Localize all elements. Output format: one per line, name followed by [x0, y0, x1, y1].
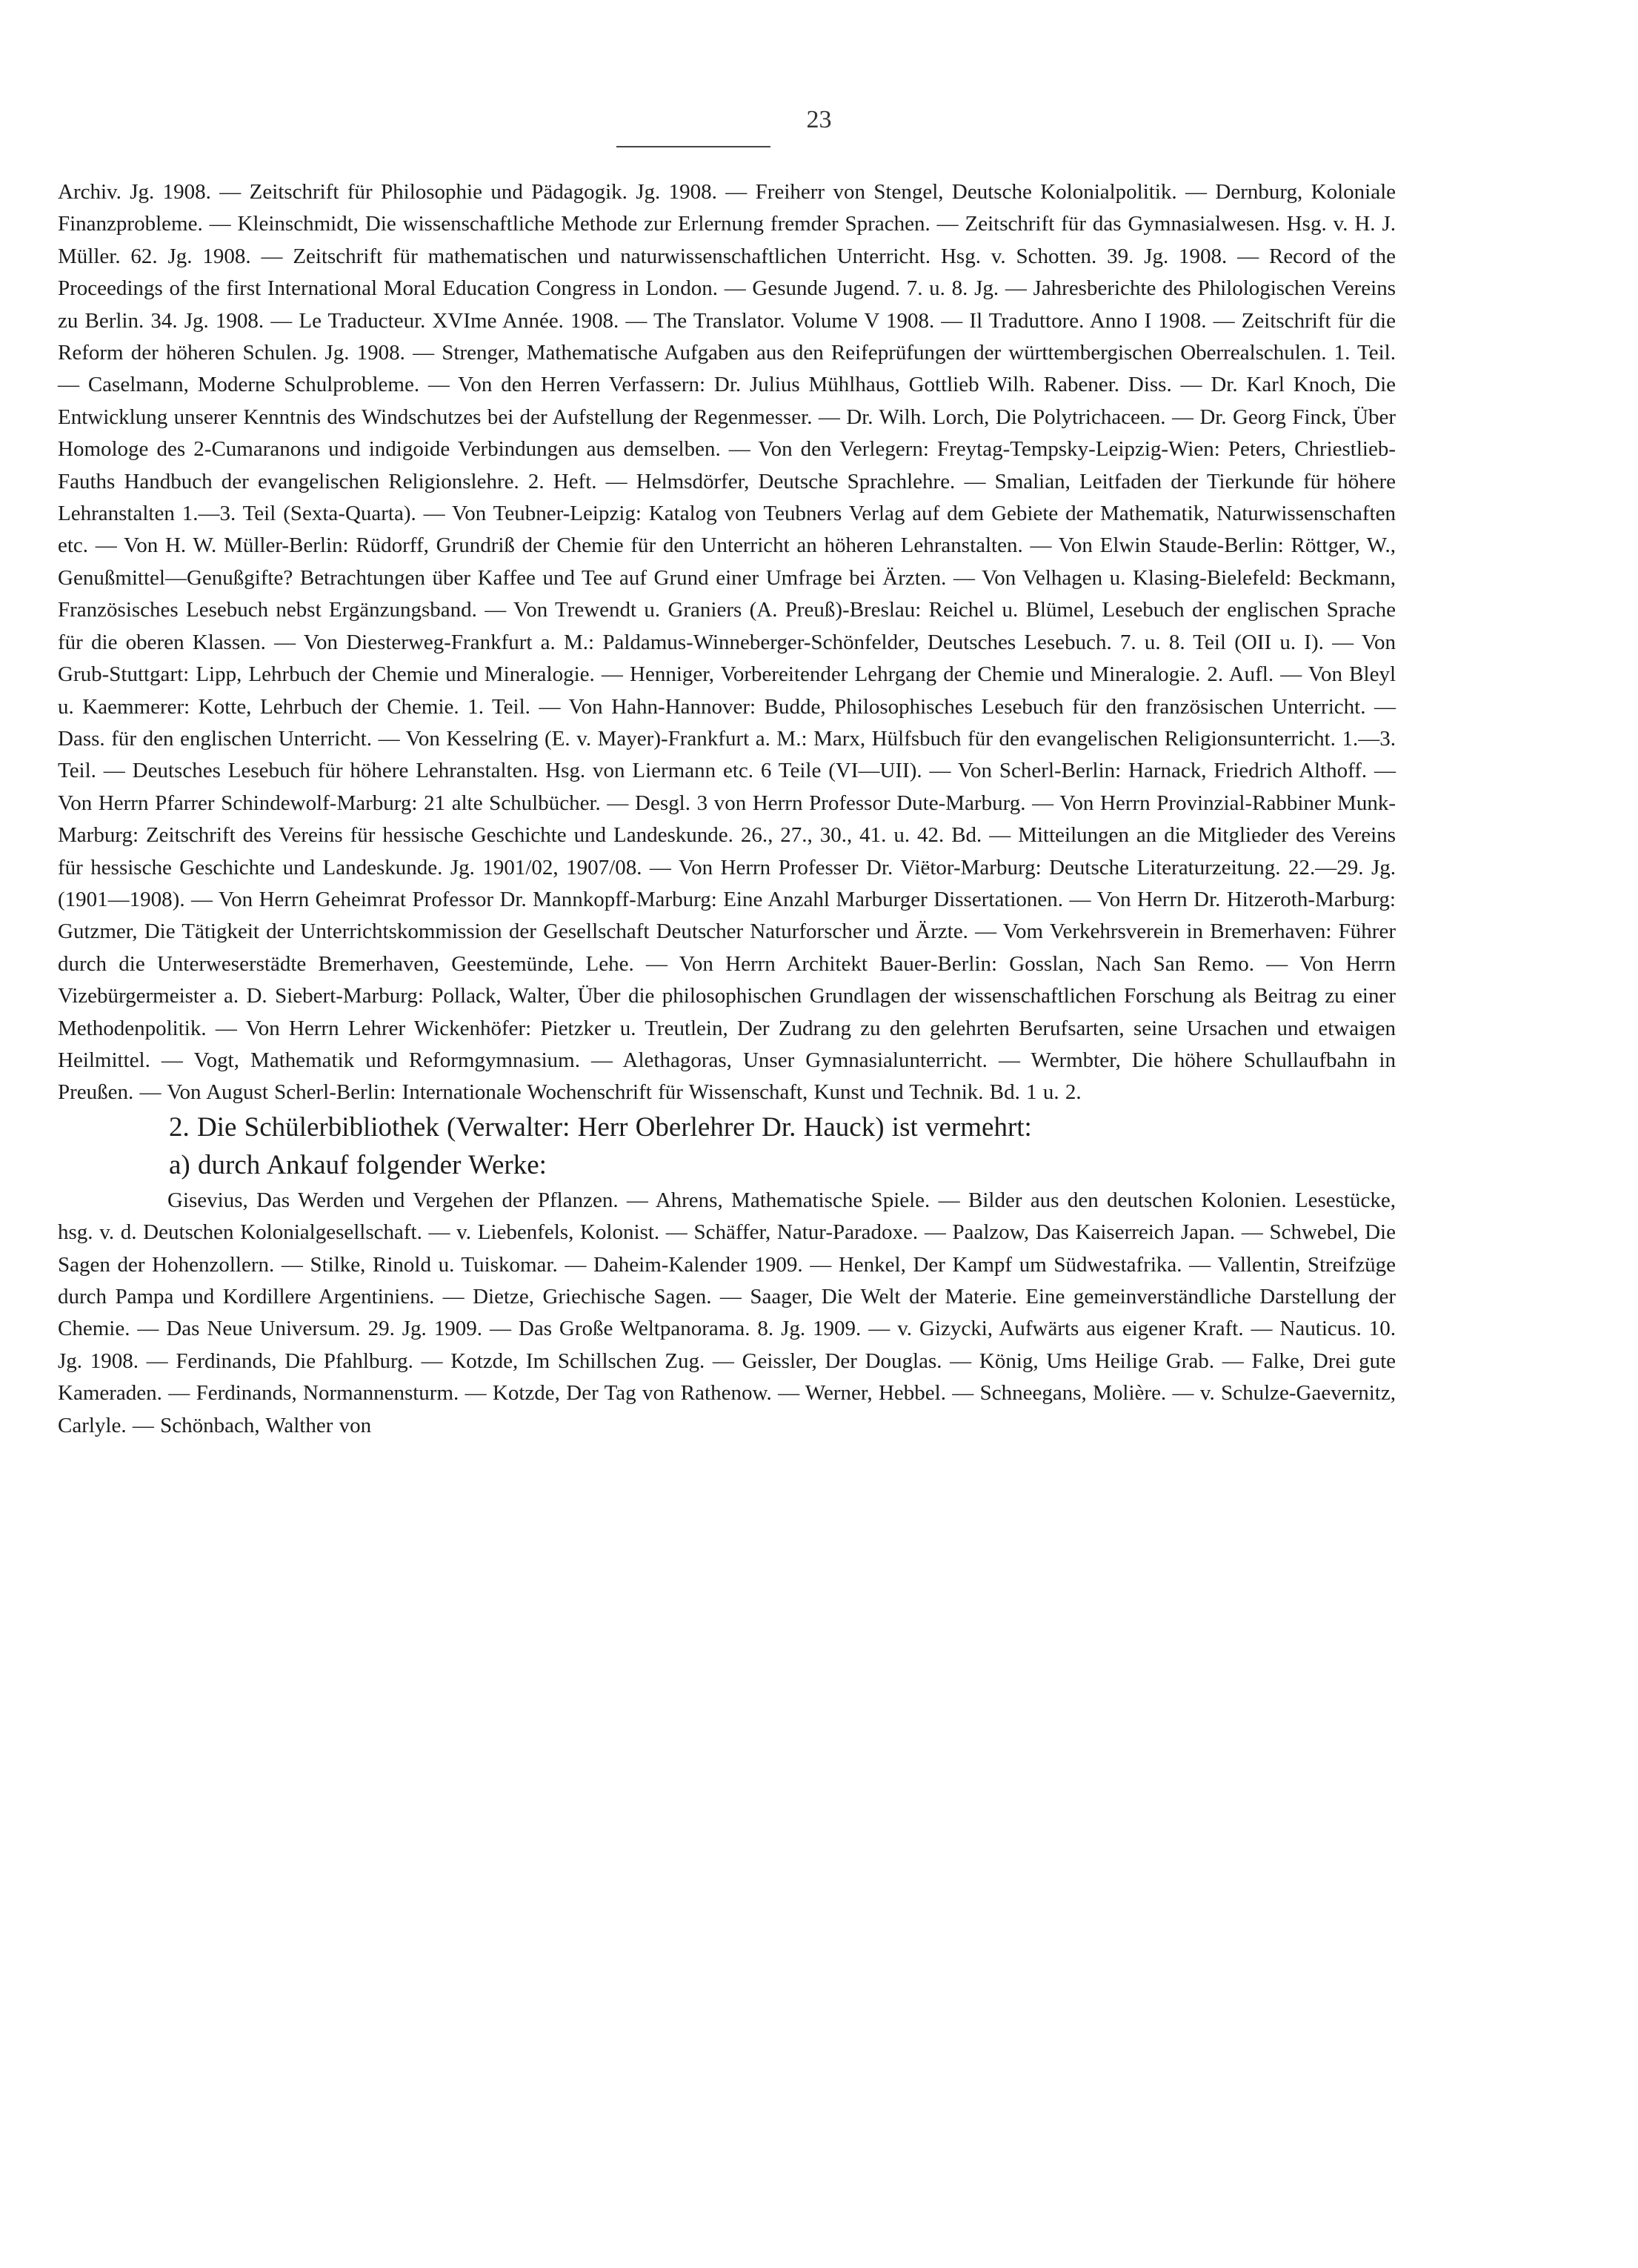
- sub-heading-ankauf: a) durch Ankauf folgender Werke:: [169, 1149, 547, 1180]
- section-heading-schuelerbibliothek: 2. Die Schülerbibliothek (Verwalter: Herr Oberlehrer Dr. Hauck) ist vermehrt:: [169, 1111, 1032, 1143]
- document-body: [58, 176, 1396, 1442]
- header-rule: [616, 146, 770, 147]
- page-number: 23: [806, 106, 832, 133]
- paragraph-purchased-works: Gisevius, Das Werden und Vergehen der Pflanzen. — Ahrens, Mathematische Spiele. — Bilder aus den deutschen Kolonien. Lesestücke, hsg. v. d. Deutschen Kolonialgesellschaft. — v. Liebenfels, Kolonist. — Schäffer, Natur-Paradoxe. — Paalzow, Das Kaiserreich Japan. — Schwebel, Die Sagen der Hohenzollern. — Stilke, Rinold u. Tuiskomar. — Daheim-Kalender 1909. — Henkel, Der Kampf um Südwestafrika. — Vallentin, Streifzüge durch Pampa und Kordillere Argentiniens. — Dietze, Griechische Sagen. — Saager, Die Welt der Materie. Eine gemeinverständliche Darstellung der Chemie. — Das Neue Universum. 29. Jg. 1909. — Das Große Weltpanorama. 8. Jg. 1909. — v. Gizycki, Aufwärts aus eigener Kraft. — Nauticus. 10. Jg. 1908. — Ferdinands, Die Pfahlburg. — Kotzde, Im Schillschen Zug. — Geissler, Der Douglas. — König, Ums Heilige Grab. — Falke, Drei gute Kameraden. — Ferdinands, Normannensturm. — Kotzde, Der Tag von Rathenow. — Werner, Hebbel. — Schneegans, Molière. — v. Schulze-Gaevernitz, Carlyle. — Schönbach, Walther von: [58, 1188, 1396, 1437]
- paragraph-acquisitions-list: Archiv. Jg. 1908. — Zeitschrift für Philosophie und Pädagogik. Jg. 1908. — Freiherr von Stengel, Deutsche Kolonialpolitik. — Dernburg, Koloniale Finanzprobleme. — Kleinschmidt, Die wissenschaftliche Methode zur Erlernung fremder Sprachen. — Zeitschrift für das Gymnasialwesen. Hsg. v. H. J. Müller. 62. Jg. 1908. — Zeitschrift für mathematischen und naturwissenschaftlichen Unterricht. Hsg. v. Schotten. 39. Jg. 1908. — Record of the Proceedings of the first International Moral Education Congress in London. — Gesunde Jugend. 7. u. 8. Jg. — Jahresberichte des Philologischen Vereins zu Berlin. 34. Jg. 1908. — Le Traducteur. XVIme Année. 1908. — The Translator. Volume V 1908. — Il Traduttore. Anno I 1908. — Zeitschrift für die Reform der höheren Schulen. Jg. 1908. — Strenger, Mathematische Aufgaben aus den Reifeprüfungen der württembergischen Oberrealschulen. 1. Teil. — Caselmann, Moderne Schulprobleme. — Von den Herren Verfassern: Dr. Julius Mühlhaus, Gottlieb Wilh. Rabener. Diss. — Dr. Karl Knoch, Die Entwicklung unserer Kenntnis des Windschutzes bei der Aufstellung der Regenmesser. — Dr. Wilh. Lorch, Die Polytrichaceen. — Dr. Georg Finck, Über Homologe des 2-Cumaranons und indigoide Verbindungen aus demselben. — Von den Verlegern: Freytag-Tempsky-Leipzig-Wien: Peters, Chriestlieb-Fauths Handbuch der evangelischen Religionslehre. 2. Heft. — Helmsdörfer, Deutsche Sprachlehre. — Smalian, Leitfaden der Tierkunde für höhere Lehranstalten 1.—3. Teil (Sexta-Quarta). — Von Teubner-Leipzig: Katalog von Teubners Verlag auf dem Gebiete der Mathematik, Naturwissenschaften etc. — Von H. W. Müller-Berlin: Rüdorff, Grundriß der Chemie für den Unterricht an höheren Lehranstalten. — Von Elwin Staude-Berlin: Röttger, W., Genußmittel—Genußgifte? Betrachtungen über Kaffee und Tee auf Grund einer Umfrage bei Ärzten. — Von Velhagen u. Klasing-Bielefeld: Beckmann, Französisches Lesebuch nebst Ergänzungsband. — Von Trewendt u. Graniers (A. Preuß)-Breslau: Reichel u. Blümel, Lesebuch der englischen Sprache für die oberen Klassen. — Von Diesterweg-Frankfurt a. M.: Paldamus-Winneberger-Schönfelder, Deutsches Lesebuch. 7. u. 8. Teil (OII u. I). — Von Grub-Stuttgart: Lipp, Lehrbuch der Chemie und Mineralogie. — Henniger, Vorbereitender Lehrgang der Chemie und Mineralogie. 2. Aufl. — Von Bleyl u. Kaemmerer: Kotte, Lehrbuch der Chemie. 1. Teil. — Von Hahn-Hannover: Budde, Philosophisches Lesebuch für den französischen Unterricht. — Dass. für den englischen Unterricht. — Von Kesselring (E. v. Mayer)-Frankfurt a. M.: Marx, Hülfsbuch für den evangelischen Religionsunterricht. 1.—3. Teil. — Deutsches Lesebuch für höhere Lehranstalten. Hsg. von Liermann etc. 6 Teile (VI—UII). — Von Scherl-Berlin: Harnack, Friedrich Althoff. — Von Herrn Pfarrer Schindewolf-Marburg: 21 alte Schulbücher. — Desgl. 3 von Herrn Professor Dute-Marburg. — Von Herrn Provinzial-Rabbiner Munk-Marburg: Zeitschrift des Vereins für hessische Geschichte und Landeskunde. 26., 27., 30., 41. u. 42. Bd. — Mitteilungen an die Mitglieder des Vereins für hessische Geschichte und Landeskunde. Jg. 1901/02, 1907/08. — Von Herrn Professer Dr. Viëtor-Marburg: Deutsche Literaturzeitung. 22.—29. Jg. (1901—1908). — Von Herrn Geheimrat Professor Dr. Mannkopff-Marburg: Eine Anzahl Marburger Dissertationen. — Von Herrn Dr. Hitzeroth-Marburg: Gutzmer, Die Tätigkeit der Unterrichtskommission der Gesellschaft Deutscher Naturforscher und Ärzte. — Vom Verkehrsverein in Bremerhaven: Führer durch die Unterweserstädte Bremerhaven, Geestemünde, Lehe. — Von Herrn Architekt Bauer-Berlin: Gosslan, Nach San Remo. — Von Herrn Vizebürgermeister a. D. Siebert-Marburg: Pollack, Walter, Über die philosophischen Grundlagen der wissenschaftlichen Forschung als Beitrag zu einer Methodenpolitik. — Von Herrn Lehrer Wickenhöfer: Pietzker u. Treutlein, Der Zudrang zu den gelehrten Berufsarten, seine Ursachen und etwaigen Heilmittel. — Vogt, Mathematik und Reformgymnasium. — Alethagoras, Unser Gymnasialunterricht. — Wermbter, Die höhere Schullaufbahn in Preußen. — Von August Scherl-Berlin: Internationale Wochenschrift für Wissenschaft, Kunst und Technik. Bd. 1 u. 2.: [58, 180, 1396, 1105]
